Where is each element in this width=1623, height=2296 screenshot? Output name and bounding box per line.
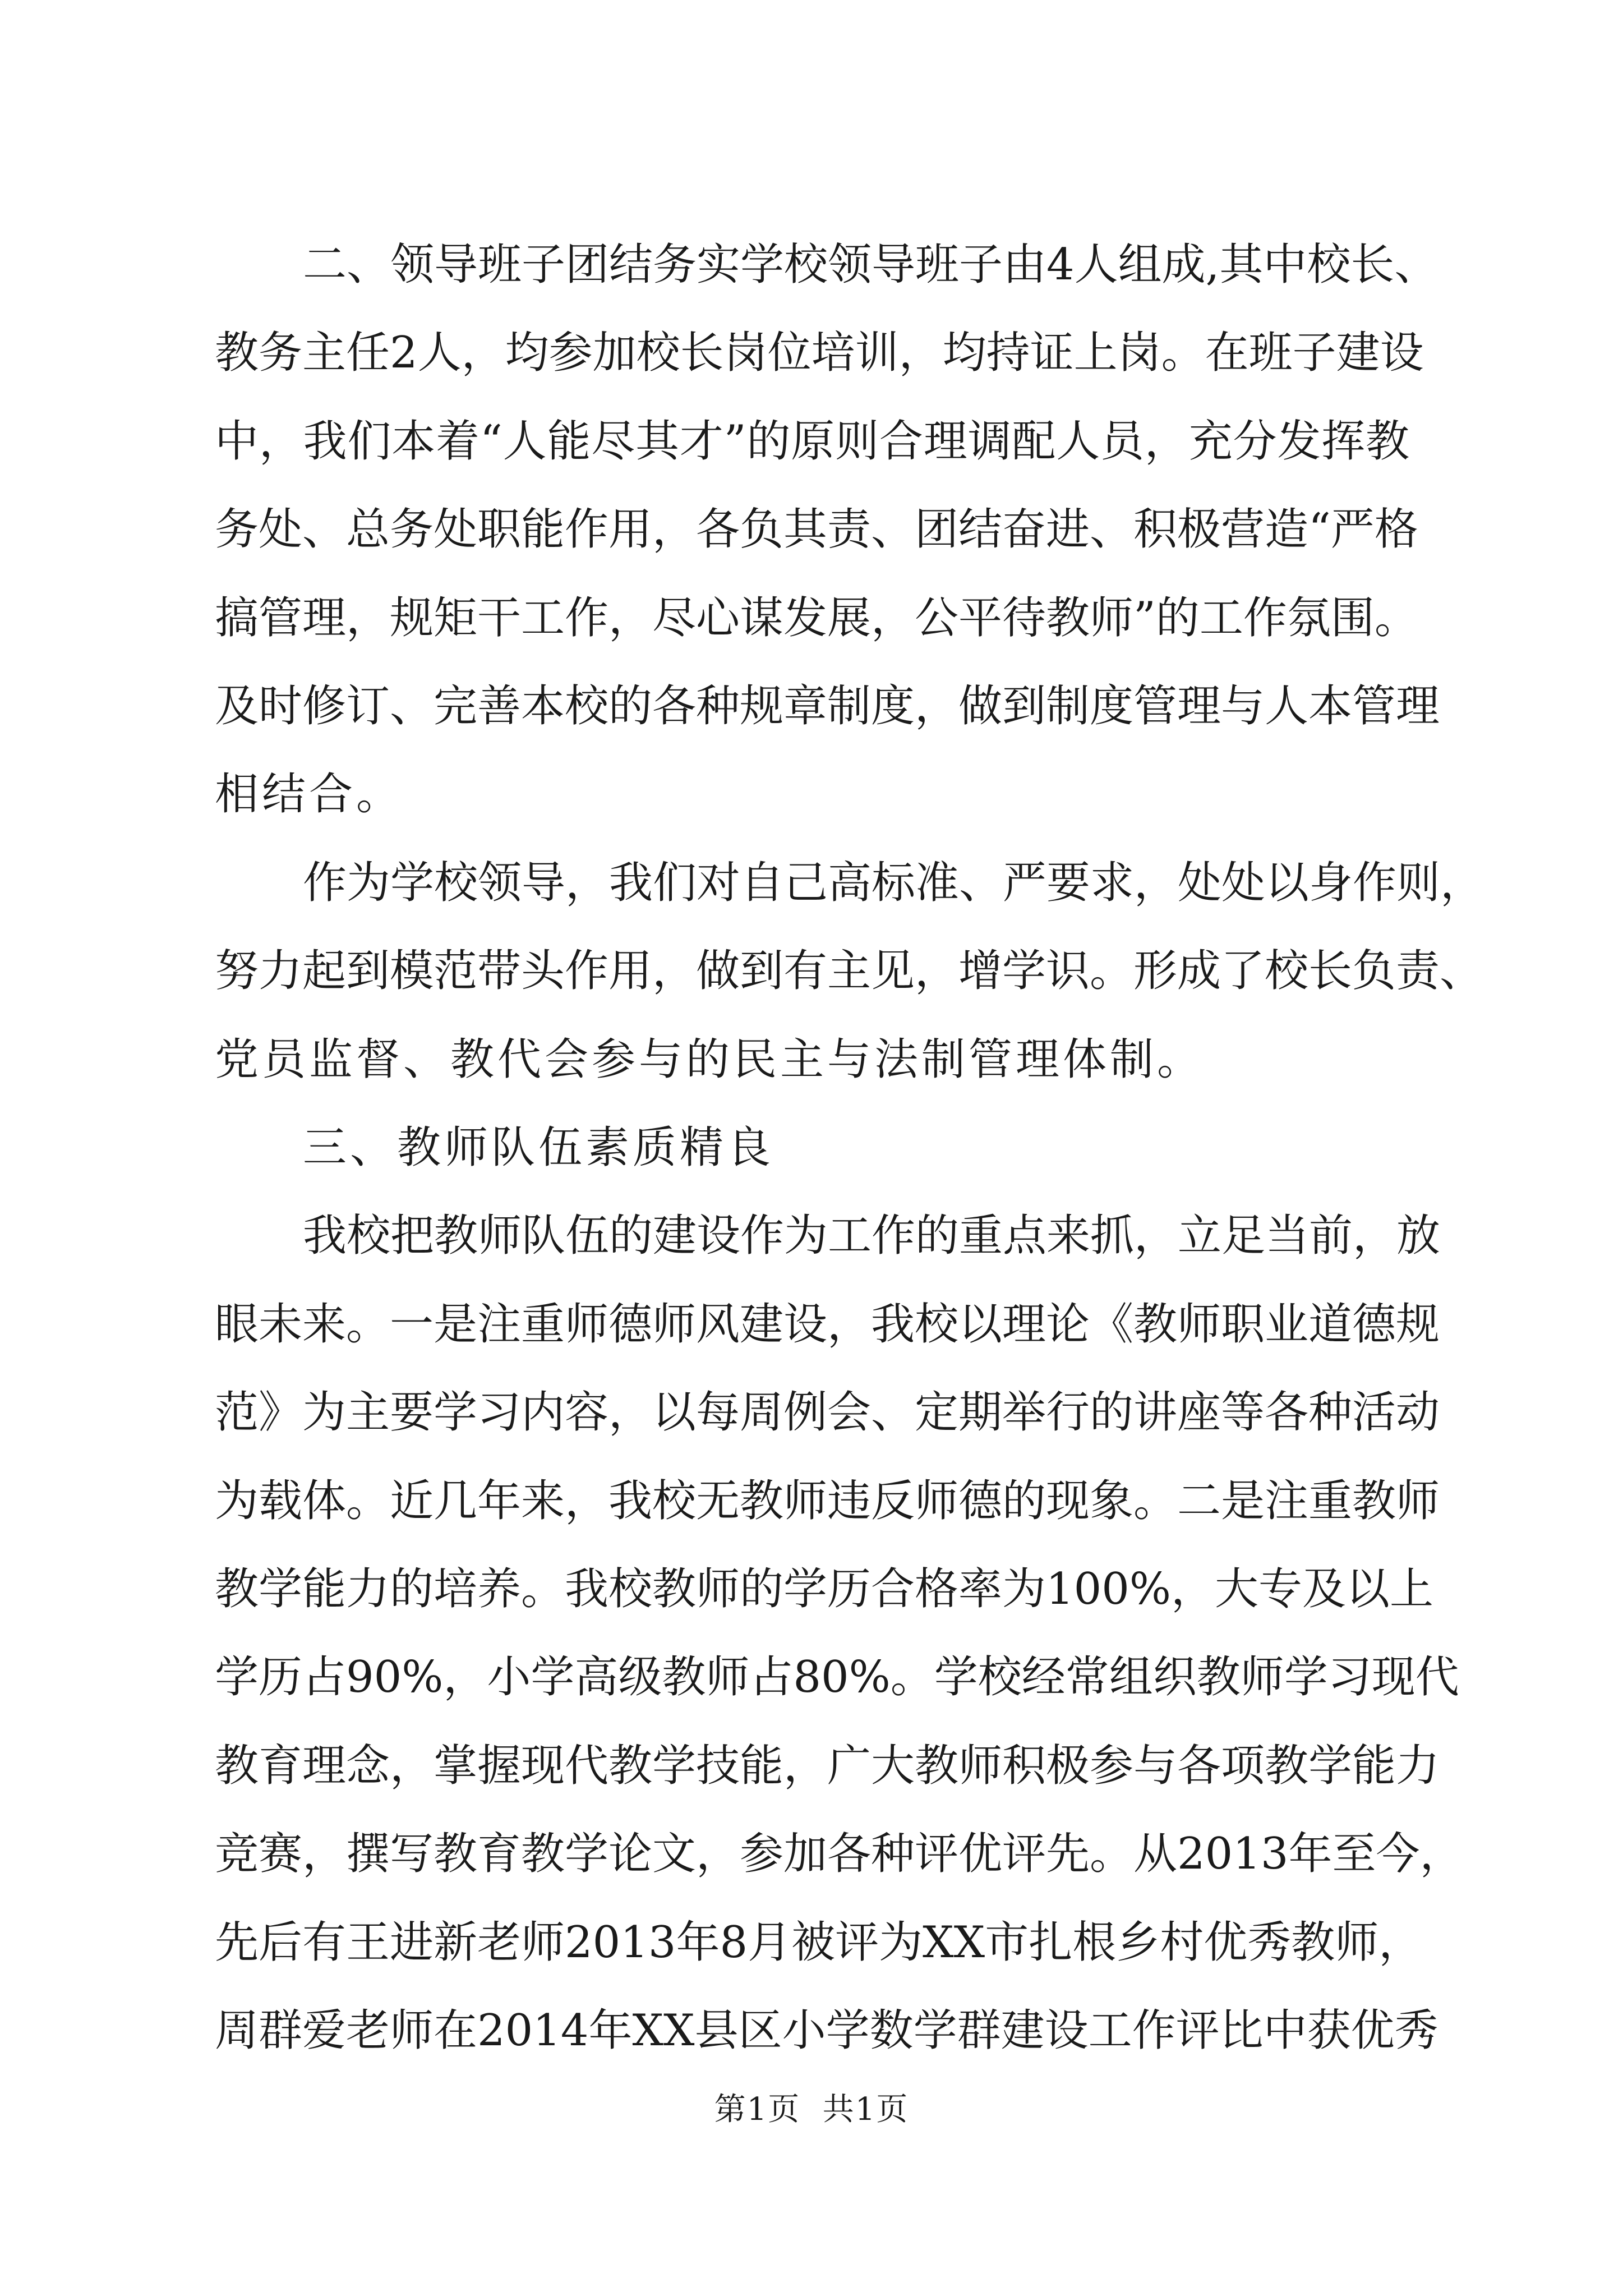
paragraph-line: 眼未来。一是注重师德师风建设，我校以理论《教师职业道德规 [215,1299,1440,1350]
paragraph-line: 中，我们本着“人能尽其才”的原则合理调配人员，充分发挥教 [215,416,1409,467]
paragraph-line: 教学能力的培养。我校教师的学历合格率为100%，大专及以上 [215,1564,1433,1614]
paragraph-line: 努力起到模范带头作用，做到有主见，增学识。形成了校长负责、 [215,946,1484,996]
paragraph-line: 教育理念，掌握现代教学技能，广大教师积极参与各项教学能力 [215,1741,1440,1791]
paragraph-line: 为载体。近几年来，我校无教师违反师德的现象。二是注重教师 [215,1476,1440,1526]
paragraph-line: 学历占90%，小学高级教师占80%。学校经常组织教师学习现代 [215,1652,1459,1703]
paragraph-line: 党员监督、教代会参与的民主与法制管理体制。 [215,1034,1205,1085]
section-heading: 三、教师队伍素质精良 [303,1122,774,1173]
paragraph-line: 教务主任2人，均参加校长岗位培训，均持证上岗。在班子建设 [215,328,1424,378]
paragraph-line: 我校把教师队伍的建设作为工作的重点来抓，立足当前，放 [303,1211,1441,1261]
paragraph-line: 作为学校领导，我们对自己高标准、严要求，处处以身作则， [303,858,1484,908]
paragraph-line: 及时修订、完善本校的各种规章制度，做到制度管理与人本管理 [215,681,1440,731]
paragraph-line: 周群爱老师在2014年XX县区小学数学群建设工作评比中获优秀 [215,2005,1438,2056]
paragraph-line: 范》为主要学习内容，以每周例会、定期举行的讲座等各种活动 [215,1387,1440,1438]
paragraph-line: 搞管理，规矩干工作，尽心谋发展，公平待教师”的工作氛围。 [215,593,1418,643]
paragraph-line: 二、领导班子团结务实学校领导班子由4人组成,其中校长、 [303,240,1438,290]
paragraph-line: 先后有王进新老师2013年8月被评为XX市扎根乡村优秀教师， [215,1917,1423,1968]
paragraph-line: 相结合。 [215,769,404,820]
page-footer: 第1页 共1页 [714,2091,909,2128]
paragraph-line: 务处、总务处职能作用，各负其责、团结奋进、积极营造“严格 [215,504,1418,555]
paragraph-line: 竞赛，撰写教育教学论文，参加各种评优评先。从2013年至今， [215,1829,1464,1879]
